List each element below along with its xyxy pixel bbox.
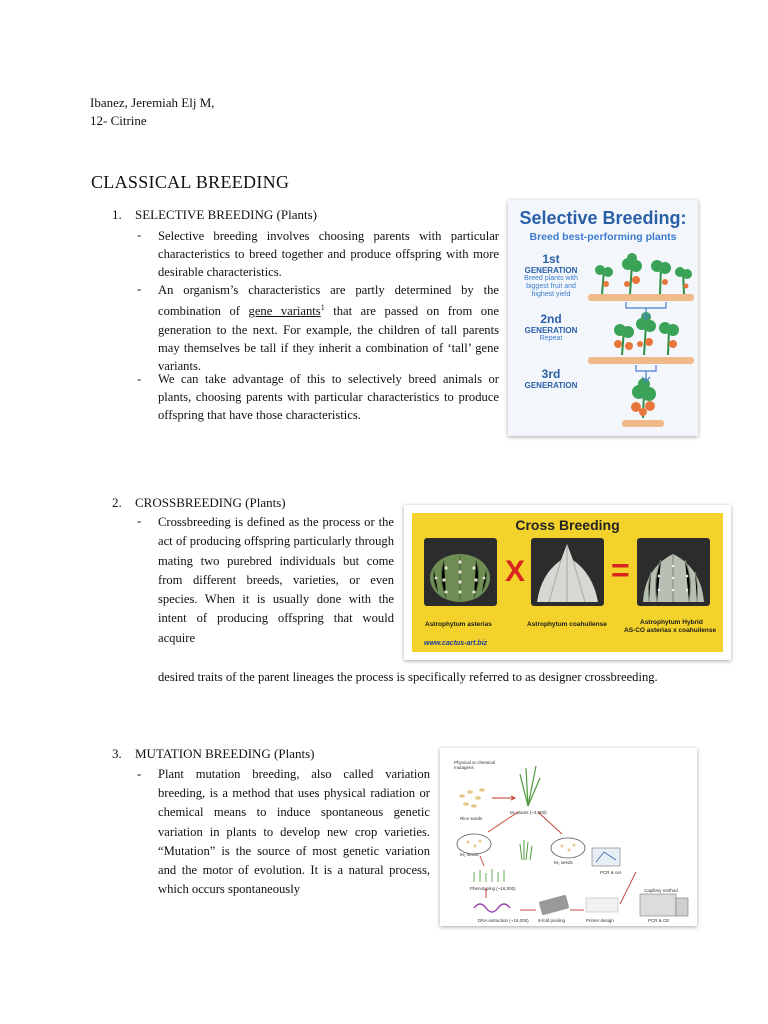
section-1-bullet-3: We can take advantage of this to selectively breed animals or plants, choosing parents with particular characteristics to produce offspring that have those characteristics.	[158, 372, 499, 423]
label-m2-seeds-right: M₂ seeds	[554, 860, 573, 865]
bullet-dash: -	[137, 281, 142, 296]
section-1-title: SELECTIVE BREEDING (Plants)	[135, 207, 317, 222]
label-mutagens: Physical or chemical mutagens	[454, 760, 496, 770]
cross-times-symbol: X	[505, 555, 526, 588]
section-2-number: 2.	[112, 495, 122, 510]
caption-coahuilense: Astrophytum coahuilense	[527, 621, 607, 628]
label-pooling: 8-fold pooling	[538, 918, 566, 923]
section-3-title: MUTATION BREEDING (Plants)	[135, 746, 315, 761]
cross-equals-symbol: =	[611, 552, 630, 588]
generation-1-label: 1st GENERATION Breed plants with biggest fruit and highest yield	[524, 252, 578, 298]
footnote-mark: 1	[320, 303, 325, 313]
label-primer-design: Primer design	[586, 918, 614, 923]
generation-3-label: 3rd GENERATION	[524, 367, 578, 390]
label-rice-seeds: Rice seeds	[460, 816, 483, 821]
caption-hybrid-detail: AS-CO asterias x coahuilense	[624, 627, 717, 634]
bullet-2-text-after: that are passed on from one generation to the next. For example, the children of tall parents may themselves be tall if they inherit a combination of ‘tall’ gene variants.	[158, 304, 499, 373]
selective-breeding-figure	[508, 200, 698, 436]
figure-subtitle: Breed best-performing plants	[529, 231, 677, 243]
section-1-bullet-1: Selective breeding involves choosing parents with particular characteristics to breed together and produce offspring with more desirable characteristics.	[158, 229, 499, 280]
section-1-bullet-2	[158, 281, 499, 375]
document-heading: CLASSICAL BREEDING	[91, 172, 290, 192]
cactus-hybrid-photo	[637, 538, 710, 606]
section-3-number: 3.	[112, 746, 122, 761]
bullet-dash: -	[137, 766, 142, 781]
cactus-asterias-photo	[424, 538, 497, 606]
label-capillary: Capillary method	[644, 888, 678, 893]
plant-generations-illustration	[586, 244, 698, 434]
label-pcr-ce: PCR & CE	[648, 918, 670, 923]
cross-figure-url: www.cactus-art.biz	[424, 640, 488, 647]
author-name: Ibanez, Jeremiah Elj M,	[90, 95, 215, 110]
gene-variants-link[interactable]: gene variants	[248, 304, 321, 319]
cactus-coahuilense-photo	[531, 538, 604, 606]
section-1-number: 1.	[112, 207, 122, 222]
label-phenotyping: Phenotyping (~16,000)	[470, 886, 516, 891]
bullet-dash: -	[137, 371, 142, 386]
bullet-dash: -	[137, 513, 142, 528]
section-2-bullet: Crossbreeding is defined as the process or the act of producing offspring particularly through mating two purebred individuals but come from different breeds, varieties, or even species. When it is usually done with the intent of producing offspring that would acquire	[158, 515, 394, 645]
caption-hybrid: Astrophytum Hybrid	[640, 619, 703, 626]
generation-2-label: 2nd GENERATION Repeat	[524, 312, 578, 342]
section-3-bullet: Plant mutation breeding, also called variation breeding, is a method that uses physical radiation or chemical means to induce spontaneous genetic variation in plants to develop new crop varieties. “Mutation” is the source of most genetic variation and the motor of evolution. It is a natural process, which occurs spontaneously	[158, 767, 430, 897]
mutation-workflow-diagram	[440, 748, 697, 926]
label-m1-plants: M₁ plants (~3,000)	[510, 810, 547, 815]
author-section: 12- Citrine	[90, 113, 147, 128]
caption-asterias: Astrophytum asterias	[425, 621, 492, 628]
cross-figure-title: Cross Breeding	[515, 517, 620, 533]
label-m2-seeds: M₂ seeds	[460, 852, 479, 857]
figure-title: Selective Breeding:	[519, 208, 687, 228]
mutation-breeding-figure	[440, 748, 697, 926]
label-dna-extraction: DNA extraction (~16,000)	[478, 918, 529, 923]
section-2-bullet-continued: desired traits of the parent lineages the process is specifically referred to as designer crossbreeding.	[158, 670, 658, 684]
bullet-dash: -	[137, 227, 142, 242]
section-2-title: CROSSBREEDING (Plants)	[135, 495, 286, 510]
cross-breeding-figure	[404, 505, 731, 660]
label-pcr-cel: PCR & ceI	[600, 870, 622, 875]
bullet-2-text-before: An organism’s characteristics are partly determined by the combination of	[158, 283, 499, 319]
